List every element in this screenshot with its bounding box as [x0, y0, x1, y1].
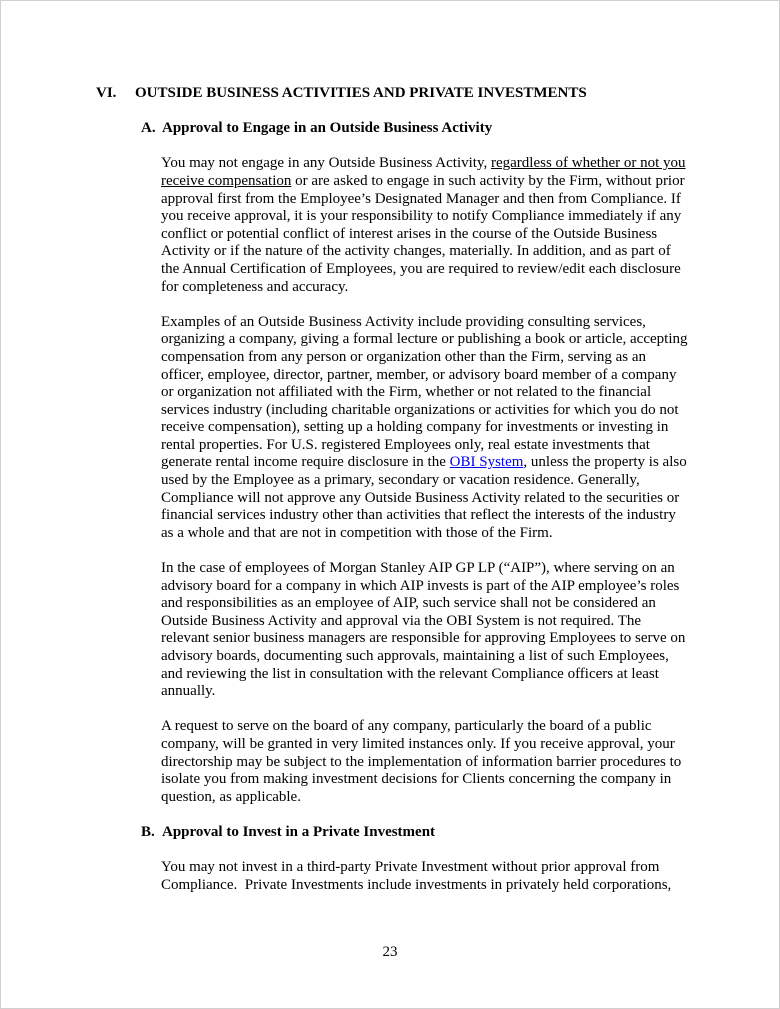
text-segment: , unless the property is also used by the Employee as a primary, secondary or vacation residence. Generally, Compliance will not approve any Outside Business Activity related to the securities or financial services industry other than activities that reflect the interests of the industry as a whole and that are not in competition with those of the Firm. [161, 454, 687, 541]
paragraph [161, 560, 691, 701]
obi-system-link[interactable]: OBI System [449, 454, 524, 471]
subsection-a-paragraphs [96, 155, 719, 806]
underlined-phrase: regardless of whether or not you receive compensation [161, 155, 686, 189]
subsection-title: Approval to Invest in a Private Investment [162, 823, 436, 840]
page-number: 23 [382, 944, 398, 960]
paragraph [161, 155, 691, 296]
text-segment: In the case of employees of Morgan Stanley AIP GP LP (“AIP”), where serving on an advisory board for a company in which AIP invests is part of the AIP employee’s roles and responsibilities as an employee of AIP, such service shall not be considered an Outside Business Activity and approval via the OBI System is not required. The relevant senior business managers are responsible for approving Employees to serve on advisory boards, documenting such approvals, maintaining a list of such Employees, and reviewing the list in consultation with the relevant Compliance officers at least annually. [161, 560, 686, 700]
paragraph [161, 859, 691, 894]
subsection-b [96, 824, 719, 894]
document-content [1, 1, 779, 894]
section-title: OUTSIDE BUSINESS ACTIVITIES AND PRIVATE INVESTMENTS [135, 85, 587, 101]
subsection-title: Approval to Engage in an Outside Business Activity [162, 120, 493, 137]
subsection-letter: B. [141, 823, 155, 840]
text-segment: You may not invest in a third-party Private Investment without prior approval from Compliance. Private Investments include investments in privately held corporations, [161, 859, 672, 893]
subsection-letter: A. [141, 120, 156, 137]
text-segment: Examples of an Outside Business Activity include providing consulting services, organizing a company, giving a formal lecture or publishing a book or article, accepting compensation from any person or organization other than the Firm, serving as an officer, employee, director, partner, member, or advisory board member of a company or organization not affiliated with the Firm, whether or not related to the financial services industry (including charitable organizations or activities for which you do not receive compensation), setting up a holding company for investments or investing in rental properties. For U.S. registered Employees only, real estate investments that generate rental income require disclosure in the [161, 313, 688, 471]
text-segment: or are asked to engage in such activity by the Firm, without prior approval first from the Employee’s Designated Manager and then from Compliance. If you receive approval, it is your responsibility to notify Compliance immediately if any conflict or potential conflict of interest arises in the course of the Outside Business Activity or if the nature of the activity changes, materially. In addition, and as part of the Annual Certification of Employees, you are required to review/edit each disclosure for completeness and accuracy. [161, 172, 685, 295]
text-segment: You may not engage in any Outside Business Activity, [161, 155, 491, 172]
subsection-heading-b [141, 824, 719, 842]
subsection-heading-a [141, 120, 719, 138]
paragraph [161, 314, 691, 543]
subsection-b-paragraphs [96, 859, 719, 894]
paragraph [161, 718, 691, 806]
section-number: VI. [96, 85, 117, 101]
section-heading-vi [96, 85, 719, 103]
text-segment: A request to serve on the board of any company, particularly the board of a public company, will be granted in very limited instances only. If you receive approval, your directorship may be subject to the implementation of information barrier procedures to isolate you from making investment decisions for Clients concerning the company in question, as applicable. [161, 718, 682, 805]
subsection-a [96, 120, 719, 806]
